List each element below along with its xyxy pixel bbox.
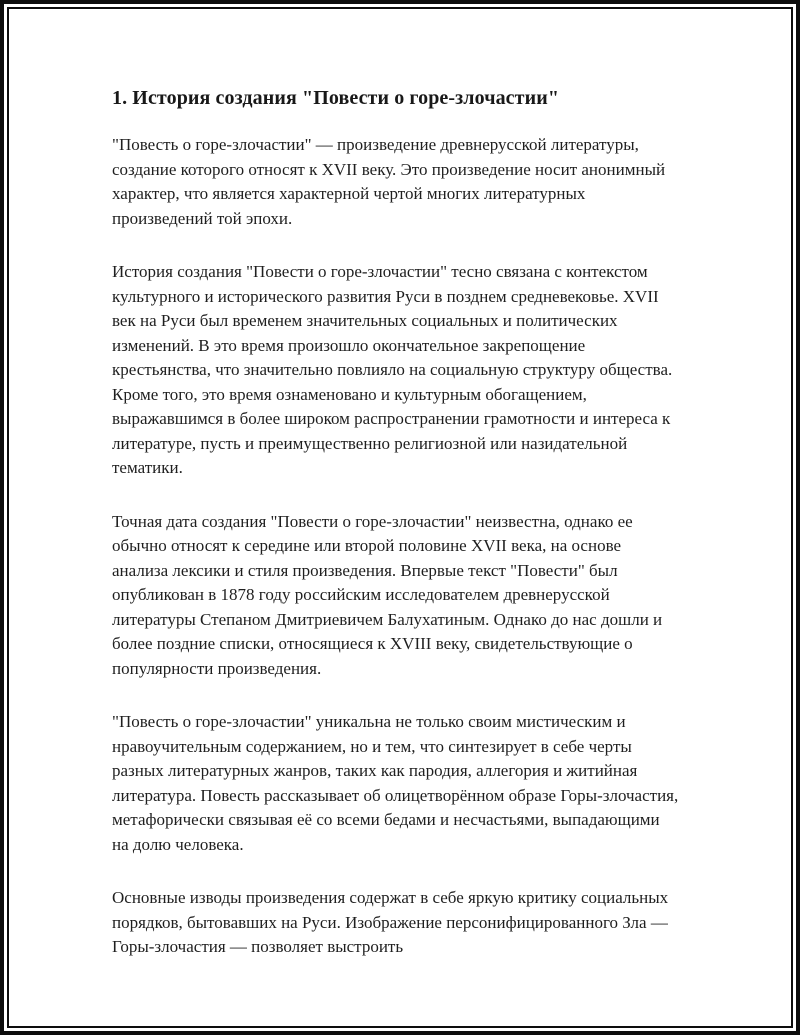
paragraph-dating-publication: Точная дата создания "Повести о горе-злочастии" неизвестна, однако ее обычно относят к середине или второй половине XVII века, на основе анализа лексики и стиля произведения. Впервые текст "Повести" был опубликован в 1878 году российским исследователем древнерусской литературы Степаном Дмитриевичем Балухатиным. Однако до нас дошли и более поздние списки, относящиеся к XVIII веку, свидетельствующие о популярности произведения. bbox=[112, 511, 663, 678]
paragraph-social-critique: Основные изводы произведения содержат в себе яркую критику социальных порядков, бытовавших на Руси. Изображение персонифицированного Зла — Горы-злочастия — позволяет выстроить bbox=[112, 888, 669, 956]
paragraph-historical-context: История создания "Повести о горе-злочастии" тесно связана с контекстом культурного и исторического развития Руси в позднем средневековье. XVII век на Руси был временем значительных социальных и политических изменений. В это время произошло окончательное закрепощение крестьянства, что значительно повлияло на социальную структуру общества. Кроме того, это время ознаменовано и культурным обогащением, выражавшимся в более широком распространении грамотности и интереса к литературе, пусть и преимущественно религиозной или назидательной тематики. bbox=[112, 262, 673, 477]
document-page bbox=[7, 7, 793, 1028]
paragraph-genre-uniqueness: "Повесть о горе-злочастии" уникальна не только своим мистическим и нравоучительным содержанием, но и тем, что синтезирует в себе черты разных литературных жанров, таких как пародия, аллегория и житийная литература. Повесть рассказывает об олицетворённом образе Горы-злочастия, метафорически связывая её со всеми бедами и несчастьями, выпадающими на долю человека. bbox=[112, 712, 679, 854]
paragraph-intro: "Повесть о горе-злочастии" — произведение древнерусской литературы, создание которого относят к XVII веку. Это произведение носит анонимный характер, что является характерной чертой многих литературных произведений той эпохи. bbox=[112, 135, 666, 228]
page-title: 1. История создания "Повести о горе-злочастии" bbox=[112, 87, 560, 109]
